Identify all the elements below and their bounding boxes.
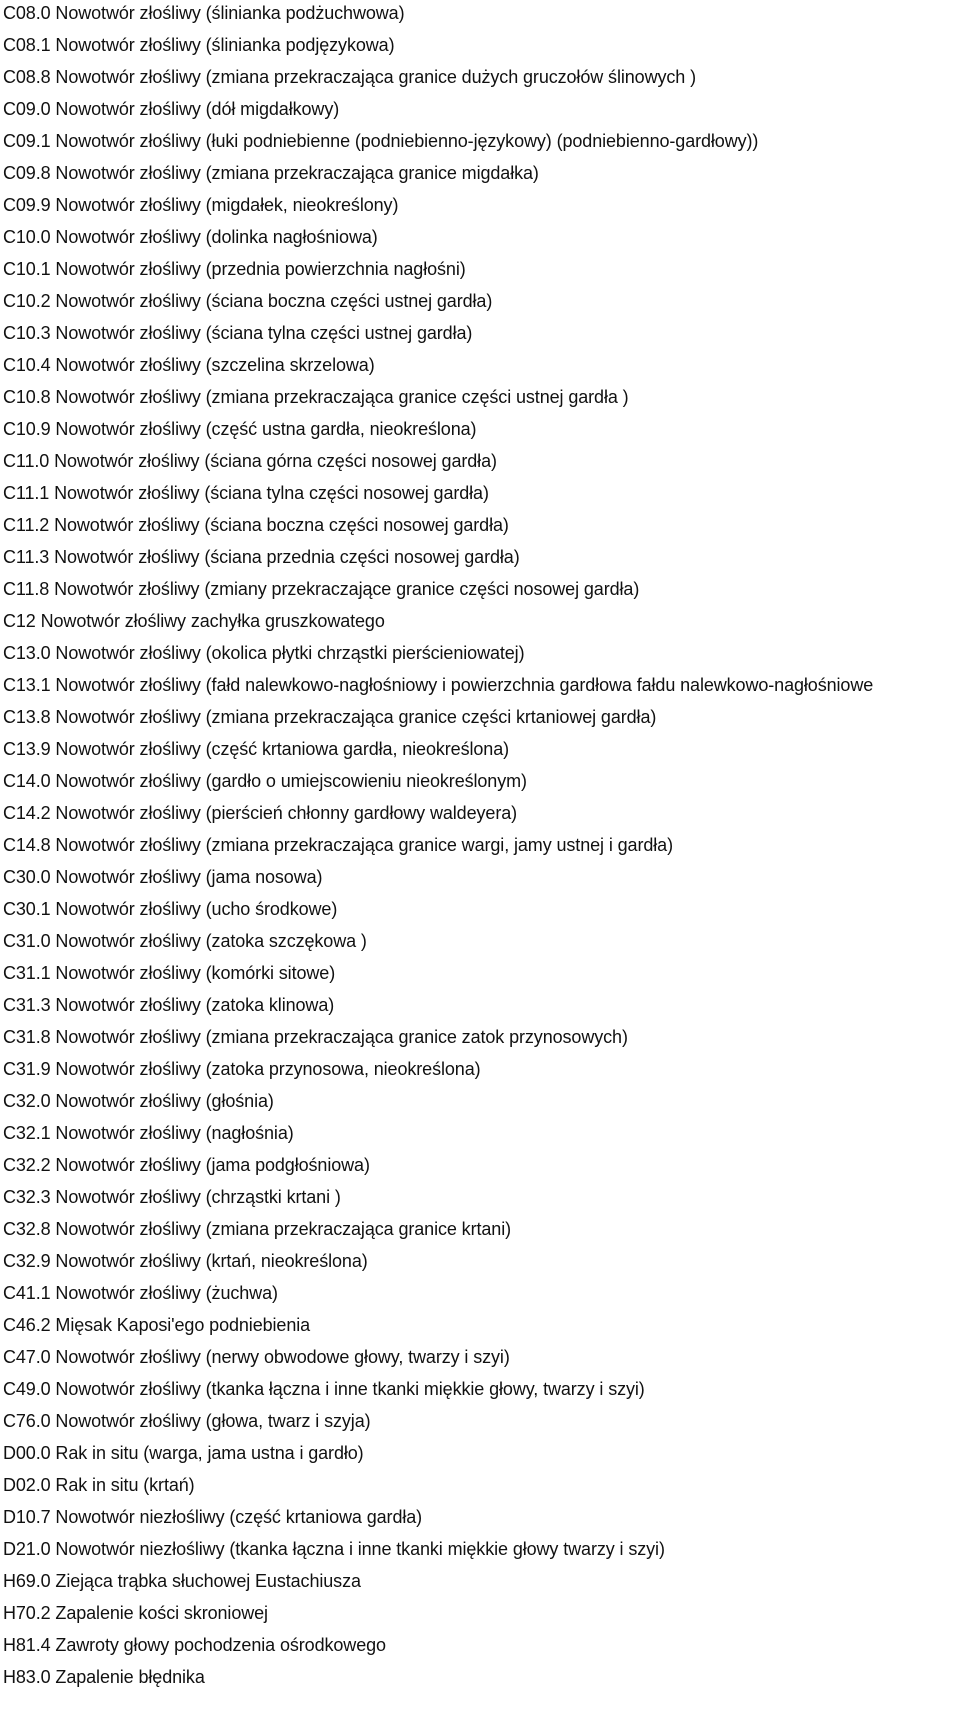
list-item: H83.0 Zapalenie błędnika (3, 1667, 205, 1687)
list-item: C09.8 Nowotwór złośliwy (zmiana przekraczająca granice migdałka) (3, 163, 539, 183)
list-item: C10.4 Nowotwór złośliwy (szczelina skrzelowa) (3, 355, 375, 375)
list-item: C11.8 Nowotwór złośliwy (zmiany przekraczające granice części nosowej gardła) (3, 579, 640, 599)
list-item: C10.1 Nowotwór złośliwy (przednia powierzchnia nagłośni) (3, 259, 466, 279)
list-item: C46.2 Mięsak Kaposi'ego podniebienia (3, 1315, 311, 1335)
list-item: C14.2 Nowotwór złośliwy (pierścień chłonny gardłowy waldeyera) (3, 803, 518, 823)
list-item: C76.0 Nowotwór złośliwy (głowa, twarz i szyja) (3, 1411, 371, 1431)
list-item: C30.0 Nowotwór złośliwy (jama nosowa) (3, 867, 323, 887)
list-item: C32.9 Nowotwór złośliwy (krtań, nieokreślona) (3, 1251, 368, 1271)
list-item: C32.3 Nowotwór złośliwy (chrząstki krtani ) (3, 1187, 341, 1207)
list-item: C32.8 Nowotwór złośliwy (zmiana przekraczająca granice krtani) (3, 1219, 511, 1239)
list-item: H69.0 Ziejąca trąbka słuchowej Eustachiusza (3, 1571, 361, 1591)
list-item: C11.2 Nowotwór złośliwy (ściana boczna części nosowej gardła) (3, 515, 509, 535)
list-item: C31.8 Nowotwór złośliwy (zmiana przekraczająca granice zatok przynosowych) (3, 1027, 628, 1047)
list-item: C14.0 Nowotwór złośliwy (gardło o umiejscowieniu nieokreślonym) (3, 771, 527, 791)
list-item: C10.8 Nowotwór złośliwy (zmiana przekraczająca granice części ustnej gardła ) (3, 387, 629, 407)
list-item: D21.0 Nowotwór niezłośliwy (tkanka łączna i inne tkanki miękkie głowy twarzy i szyi) (3, 1539, 665, 1559)
list-item: C32.0 Nowotwór złośliwy (głośnia) (3, 1091, 274, 1111)
list-item: C11.0 Nowotwór złośliwy (ściana górna części nosowej gardła) (3, 451, 497, 471)
list-item: C47.0 Nowotwór złośliwy (nerwy obwodowe głowy, twarzy i szyi) (3, 1347, 510, 1367)
list-item: C32.1 Nowotwór złośliwy (nagłośnia) (3, 1123, 294, 1143)
list-item: C11.1 Nowotwór złośliwy (ściana tylna części nosowej gardła) (3, 483, 489, 503)
list-item: C09.0 Nowotwór złośliwy (dół migdałkowy) (3, 99, 340, 119)
list-item: C32.2 Nowotwór złośliwy (jama podgłośniowa) (3, 1155, 370, 1175)
list-item: C08.1 Nowotwór złośliwy (ślinianka podjęzykowa) (3, 35, 395, 55)
list-item: C13.9 Nowotwór złośliwy (część krtaniowa gardła, nieokreślona) (3, 739, 510, 759)
list-item: C49.0 Nowotwór złośliwy (tkanka łączna i inne tkanki miękkie głowy, twarzy i szyi) (3, 1379, 645, 1399)
list-item: C08.8 Nowotwór złośliwy (zmiana przekraczająca granice dużych gruczołów ślinowych ) (3, 67, 696, 87)
list-item: D10.7 Nowotwór niezłośliwy (część krtaniowa gardła) (3, 1507, 423, 1527)
list-item: H81.4 Zawroty głowy pochodzenia ośrodkowego (3, 1635, 386, 1655)
list-item: D00.0 Rak in situ (warga, jama ustna i gardło) (3, 1443, 364, 1463)
list-item: C31.3 Nowotwór złośliwy (zatoka klinowa) (3, 995, 335, 1015)
list-item: C09.9 Nowotwór złośliwy (migdałek, nieokreślony) (3, 195, 399, 215)
diagnosis-code-list (3, 0, 958, 1696)
list-item: C13.1 Nowotwór złośliwy (fałd nalewkowo-nagłośniowy i powierzchnia gardłowa fałdu nalewkowo-nagłośniowe (3, 675, 874, 695)
list-item: C13.8 Nowotwór złośliwy (zmiana przekraczająca granice części krtaniowej gardła) (3, 707, 657, 727)
list-item: C31.9 Nowotwór złośliwy (zatoka przynosowa, nieokreślona) (3, 1059, 481, 1079)
list-item: C13.0 Nowotwór złośliwy (okolica płytki chrząstki pierścieniowatej) (3, 643, 525, 663)
list-item: C31.0 Nowotwór złośliwy (zatoka szczękowa ) (3, 931, 367, 951)
list-item: C14.8 Nowotwór złośliwy (zmiana przekraczająca granice wargi, jamy ustnej i gardła) (3, 835, 673, 855)
list-item: C11.3 Nowotwór złośliwy (ściana przednia części nosowej gardła) (3, 547, 520, 567)
list-item: C30.1 Nowotwór złośliwy (ucho środkowe) (3, 899, 338, 919)
list-item: C12 Nowotwór złośliwy zachyłka gruszkowatego (3, 611, 385, 631)
list-item: H70.2 Zapalenie kości skroniowej (3, 1603, 268, 1623)
list-item: C10.0 Nowotwór złośliwy (dolinka nagłośniowa) (3, 227, 378, 247)
list-item: C10.2 Nowotwór złośliwy (ściana boczna części ustnej gardła) (3, 291, 493, 311)
list-item: C10.3 Nowotwór złośliwy (ściana tylna części ustnej gardła) (3, 323, 473, 343)
list-item: C08.0 Nowotwór złośliwy (ślinianka podżuchwowa) (3, 3, 405, 23)
list-item: C10.9 Nowotwór złośliwy (część ustna gardła, nieokreślona) (3, 419, 477, 439)
list-item: C09.1 Nowotwór złośliwy (łuki podniebienne (podniebienno-językowy) (podniebienno-gardłowy)) (3, 131, 759, 151)
list-item: C41.1 Nowotwór złośliwy (żuchwa) (3, 1283, 278, 1303)
list-item: D02.0 Rak in situ (krtań) (3, 1475, 195, 1495)
list-item: C31.1 Nowotwór złośliwy (komórki sitowe) (3, 963, 336, 983)
